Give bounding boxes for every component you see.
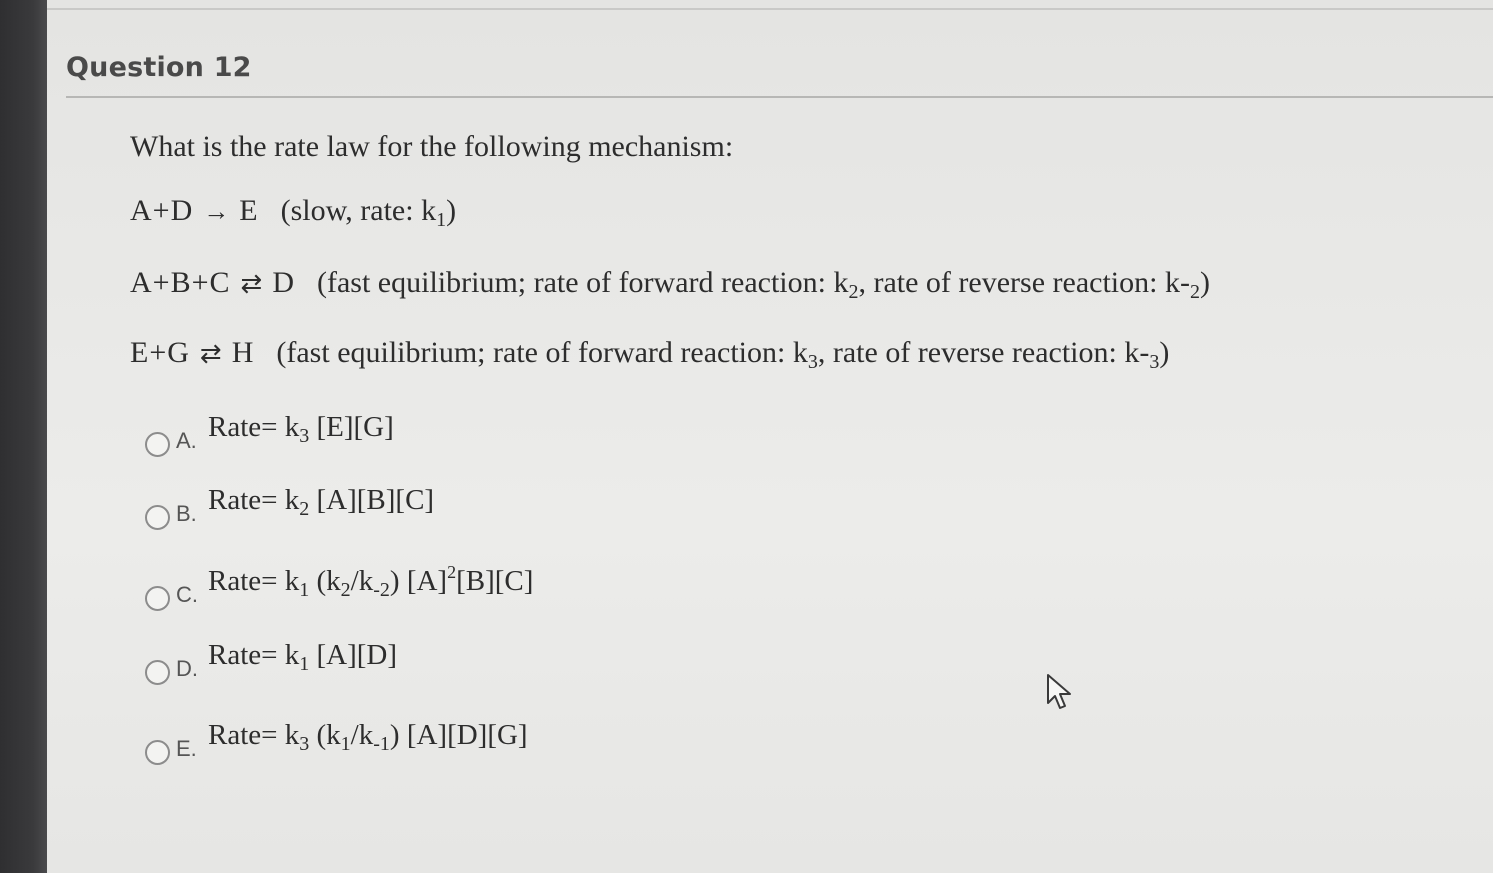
- screen-bezel: [0, 0, 47, 873]
- answer-option-b[interactable]: [142, 483, 842, 543]
- radio-unselected-icon[interactable]: [145, 586, 170, 611]
- equation-right: H: [231, 336, 255, 369]
- mechanism-step-1: [130, 194, 456, 232]
- option-letter: E.: [176, 736, 197, 761]
- option-text: Rate= $k_3$ $(k_1/k_{-1})$ [A][D][G]: [208, 719, 528, 755]
- option-letter: D.: [176, 656, 198, 681]
- equation-right: E: [239, 194, 259, 227]
- answer-option-d[interactable]: [142, 638, 842, 698]
- header-divider: [66, 96, 1493, 98]
- equilibrium-arrow-icon: ⇄: [240, 269, 263, 298]
- answer-option-c[interactable]: [142, 564, 842, 624]
- radio-unselected-icon[interactable]: [145, 740, 170, 765]
- mechanism-step-3: [130, 336, 1169, 374]
- option-text: Rate= $k_3$ [E][G]: [208, 411, 394, 447]
- option-text: Rate= $k_2$ [A][B][C]: [208, 484, 435, 520]
- option-text: Rate= $k_1$ $(k_2/k_{-2})$ $[A]^2[B][C]$: [208, 562, 534, 601]
- pointer-arrow-icon: [1045, 673, 1075, 711]
- radio-unselected-icon[interactable]: [145, 660, 170, 685]
- question-title: Question 12: [66, 52, 252, 83]
- radio-unselected-icon[interactable]: [145, 432, 170, 457]
- option-text: Rate= $k_1$ [A][D]: [208, 639, 398, 675]
- step-note: (fast equilibrium; rate of forward reaction: $k_2$, rate of reverse reaction: $k-_2$): [317, 266, 1210, 303]
- equation-left: E+G: [130, 336, 190, 369]
- equilibrium-arrow-icon: ⇄: [199, 339, 222, 368]
- answer-option-e[interactable]: [142, 718, 842, 778]
- reaction-arrow-icon: →: [203, 197, 230, 226]
- question-prompt: What is the rate law for the following mechanism:: [130, 130, 734, 163]
- option-letter: C.: [176, 582, 198, 607]
- top-divider: [47, 8, 1493, 10]
- option-letter: A.: [176, 428, 197, 453]
- answer-option-a[interactable]: [142, 410, 842, 470]
- option-letter: B.: [176, 501, 197, 526]
- equation-left: A+D: [130, 194, 194, 227]
- mechanism-step-2: [130, 266, 1210, 304]
- equation-right: D: [272, 266, 295, 299]
- radio-unselected-icon[interactable]: [145, 505, 170, 530]
- equation-left: A+B+C: [130, 266, 231, 299]
- step-note: (slow, rate: $k_1$): [280, 194, 457, 231]
- step-note: (fast equilibrium; rate of forward reaction: $k_3$, rate of reverse reaction: $k-_3$): [276, 336, 1170, 373]
